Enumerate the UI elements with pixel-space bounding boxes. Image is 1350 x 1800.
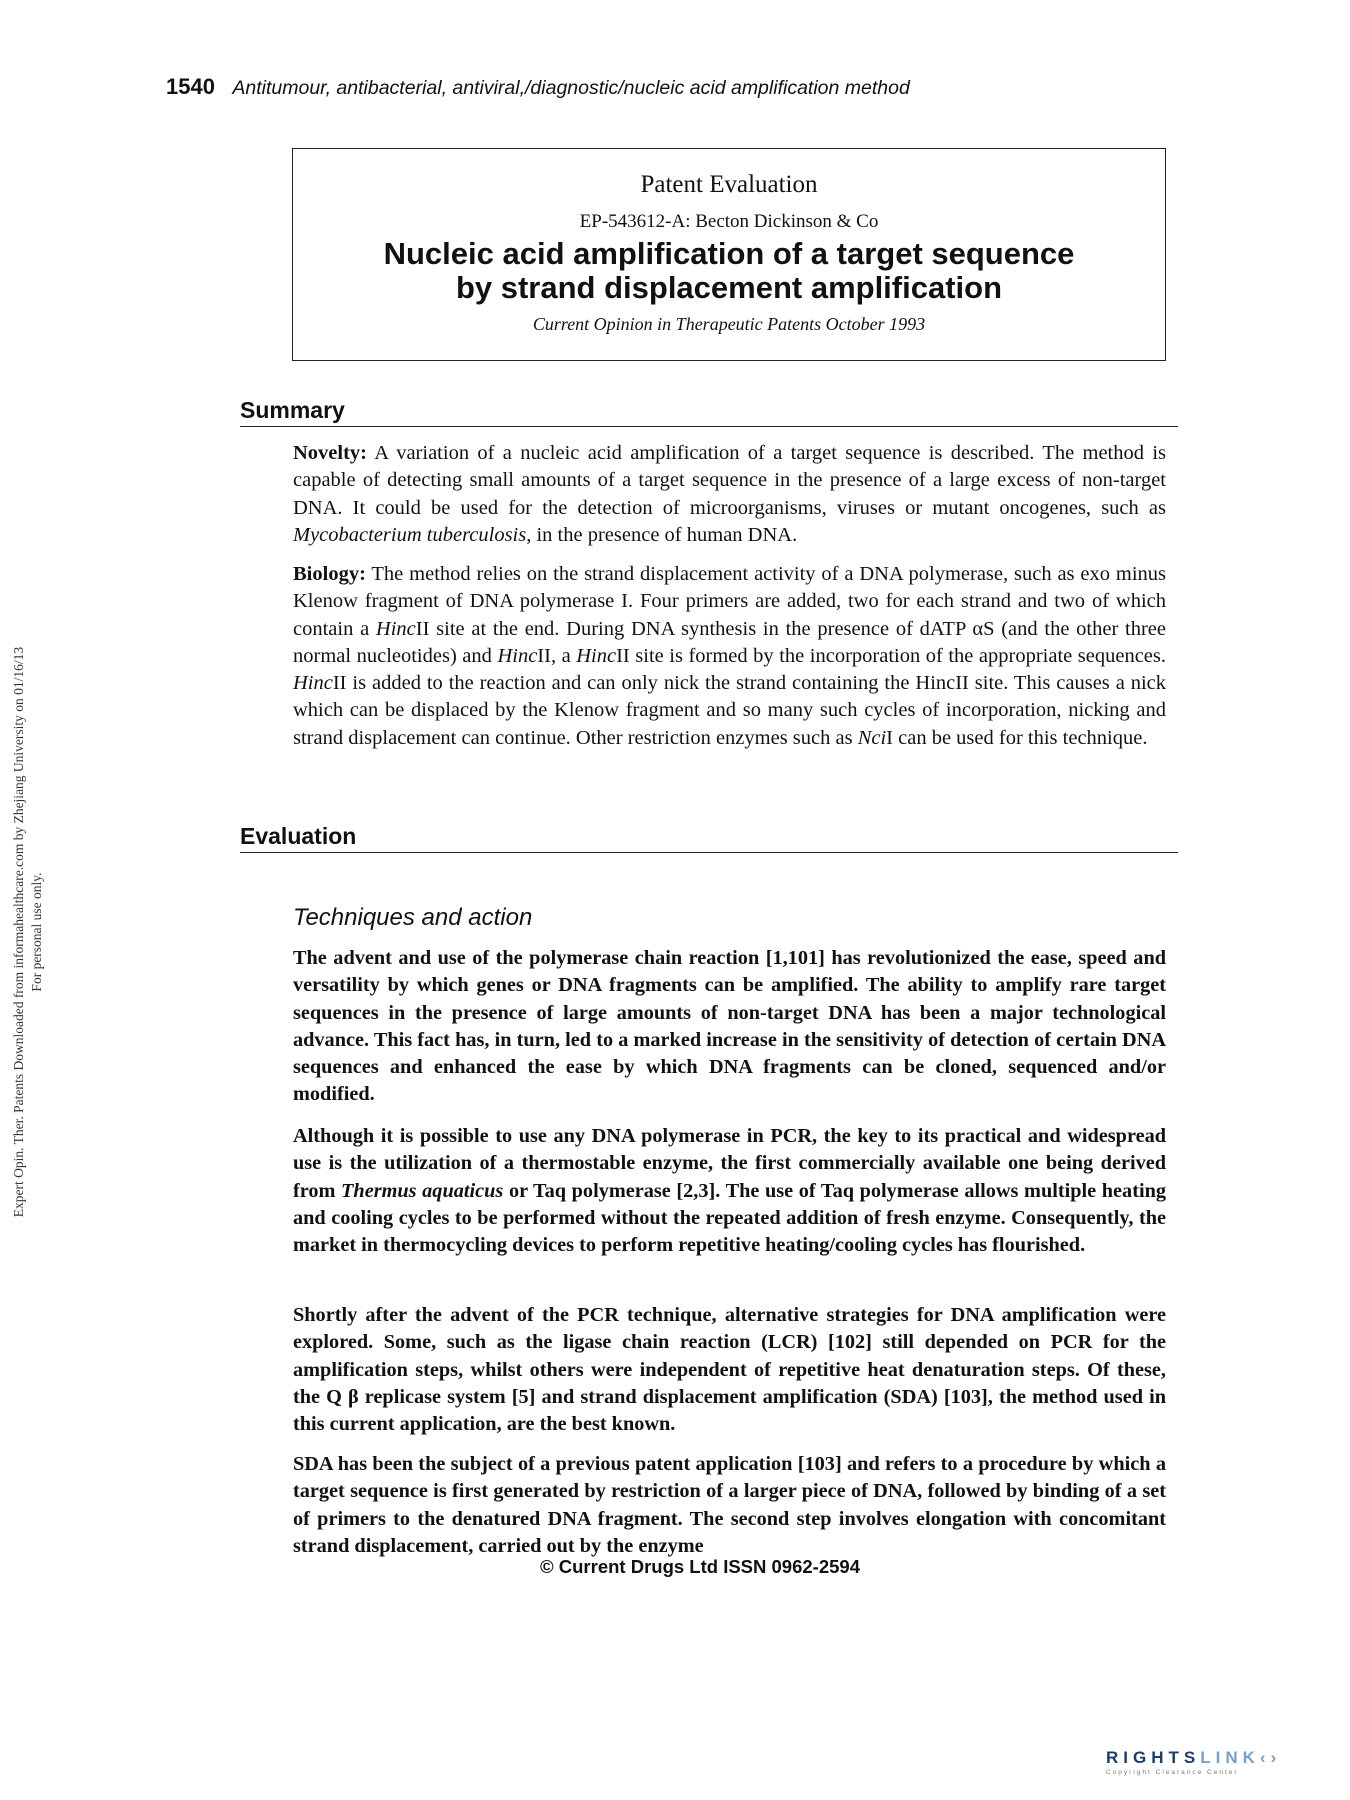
title-box: [292, 148, 1166, 361]
species-name: Thermus aquaticus: [341, 1179, 504, 1202]
species-name: Mycobacterium tuberculosis: [293, 523, 527, 546]
evaluation-paragraph-3: Shortly after the advent of the PCR technique, alternative strategies for DNA amplification were explored. Some, such as the ligase chain reaction (LCR) [102] still depended on PCR for the amplification steps, whilst others were independent of repetitive heat denaturation steps. Of these, the Q β replicase system [5] and strand displacement amplification (SDA) [103], the method used in this current application, are the best known.: [293, 1304, 1166, 1436]
article-title-line1: Nucleic acid amplification of a target sequence: [383, 236, 1075, 271]
biology-label: Biology:: [293, 563, 366, 585]
novelty-paragraph: Novelty: A variation of a nucleic acid amplification of a target sequence is described. The method is capable of detecting small amounts of a target sequence in the presence of a large excess of non-target DNA. It could be used for the detection of microorganisms, viruses or mutant oncogenes, such as Mycobacterium tuberculosis, in the presence of human DNA.: [293, 442, 1166, 546]
biology-paragraph: Biology: The method relies on the strand displacement activity of a DNA polymerase, such as exo minus Klenow fragment of DNA polymerase I. Four primers are added, two for each strand and two of which contain a HincII site at the end. During DNA synthesis in the presence of dATP αS (and the other three normal nucleotides) and HincII, a HincII site is formed by the incorporation of the appropriate sequences. HincII is added to the reaction and can only nick the strand containing the HincII site. This causes a nick which can be displaced by the Klenow fragment and so many such cycles of incorporation, nicking and strand displacement can continue. Other restriction enzymes such as NciI can be used for this technique.: [293, 563, 1166, 749]
running-header: [166, 74, 910, 100]
summary-heading: Summary: [240, 396, 1178, 427]
evaluation-paragraph-2: Although it is possible to use any DNA polymerase in PCR, the key to its practical and widespread use is the utilization of a thermostable enzyme, the first commercially available one being derived from Thermus aquaticus or Taq polymerase [2,3]. The use of Taq polymerase allows multiple heating and cooling cycles to be performed without the repeated addition of fresh enzyme. Consequently, the market in thermocycling devices to perform repetitive heating/cooling cycles has flourished.: [293, 1125, 1167, 1257]
journal-citation: Current Opinion in Therapeutic Patents October 1993: [532, 314, 926, 334]
evaluation-heading: Evaluation: [240, 822, 1178, 853]
evaluation-paragraph-4: SDA has been the subject of a previous patent application [103] and refers to a procedure by which a target sequence is first generated by restriction of a larger piece of DNA, followed by binding of a set of primers to the denatured DNA fragment. The second step involves elongation with concomitant strand displacement, carried out by the enzyme: [293, 1453, 1166, 1557]
patent-number: EP-543612-A: Becton Dickinson & Co: [579, 211, 879, 232]
novelty-label: Novelty:: [293, 442, 368, 464]
rightslink-arrow-icon: ‹›: [1259, 1748, 1282, 1767]
rightslink-logo[interactable]: RIGHTSLINK‹› Copyright Clearance Center: [1106, 1748, 1282, 1776]
download-stamp: Expert Opin. Ther. Patents Downloaded from informahealthcare.com by Zhejiang University on 01/16/13 For personal use only.: [11, 646, 44, 1218]
evaluation-label: Patent Evaluation: [640, 171, 818, 198]
article-title-line2: by strand displacement amplification: [455, 270, 1003, 305]
evaluation-paragraph-1: The advent and use of the polymerase chain reaction [1,101] has revolutionized the ease, speed and versatility by which genes or DNA fragments can be amplified. The ability to amplify rare target sequences in the presence of large amounts of non-target DNA has been a major technological advance. This fact has, in turn, led to a marked increase in the sensitivity of detection of certain DNA sequences and enhanced the ease by which DNA fragments can be cloned, sequenced and/or modified.: [293, 947, 1166, 1106]
running-title: Antitumour, antibacterial, antiviral,/diagnostic/nucleic acid amplification method: [232, 77, 910, 99]
article-title: [293, 237, 1165, 305]
copyright-line: © Current Drugs Ltd ISSN 0962-2594: [539, 1556, 860, 1577]
techniques-subheading: Techniques and action: [293, 904, 533, 931]
page-number: 1540: [166, 74, 215, 99]
